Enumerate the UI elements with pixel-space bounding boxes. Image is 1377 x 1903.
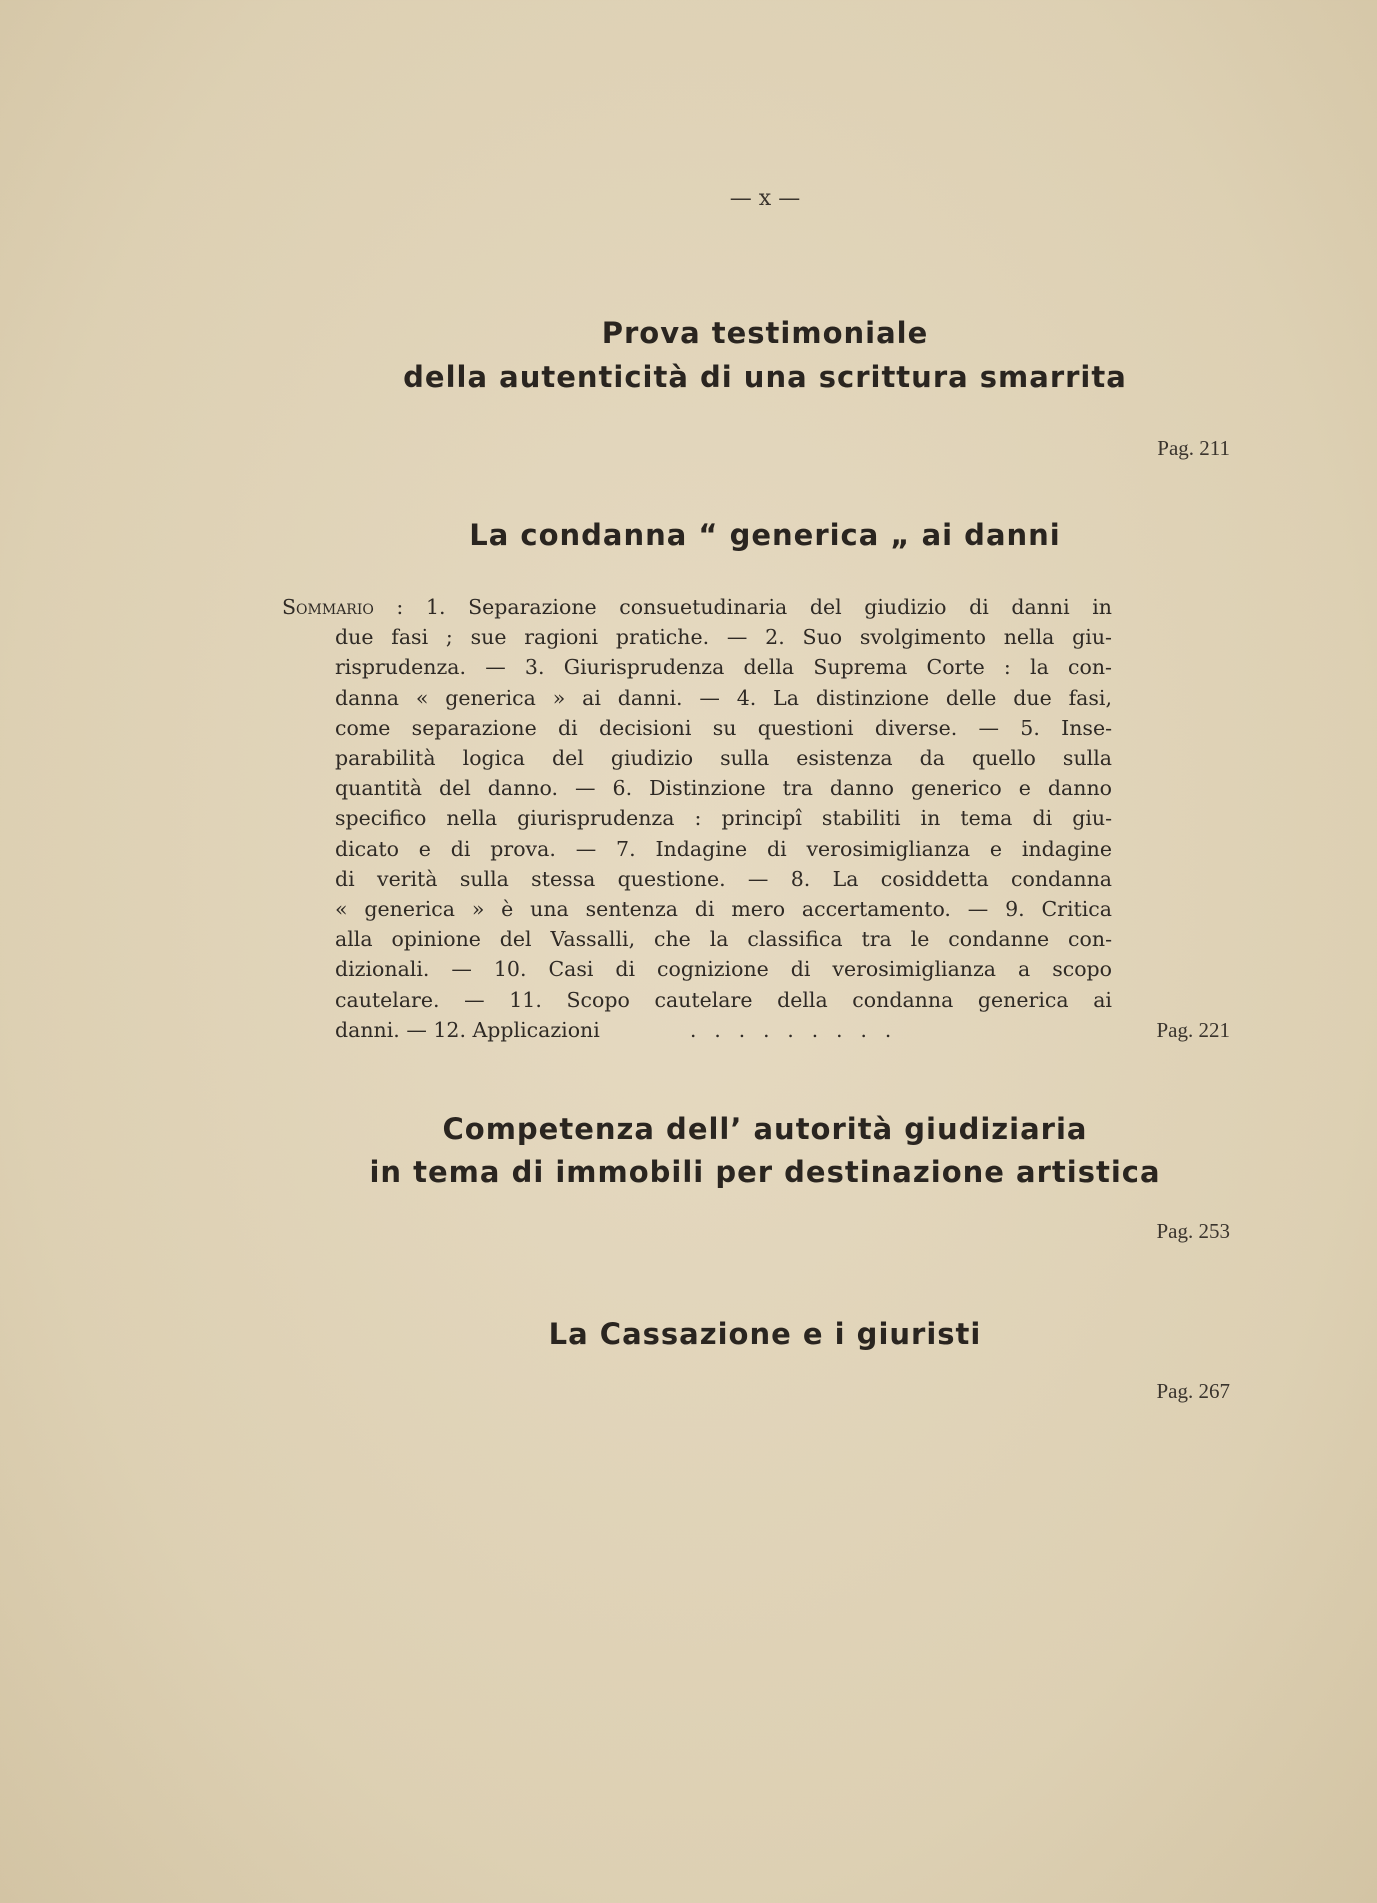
summary-line: danna « generica » ai danni. — 4. La distinzione delle due fasi, <box>335 685 1112 710</box>
summary-line: quantità del danno. — 6. Distinzione tra danno generico e danno <box>335 776 1112 801</box>
entry-title: La Cassazione e i giuristi <box>548 1317 982 1351</box>
dot-leader: ......... <box>690 1018 910 1042</box>
entry-title: in tema di immobili per destinazione artistica <box>369 1155 1161 1189</box>
entry-title: Prova testimoniale <box>601 316 929 350</box>
page-folio: — x — <box>729 186 801 211</box>
summary-line: come separazione di decisioni su questioni diverse. — 5. Inse- <box>335 715 1112 740</box>
summary-line: Sommario : 1. Separazione consuetudinaria del giudizio di danni in <box>282 595 1112 619</box>
entry-title: della autenticità di una scrittura smarrita <box>403 360 1127 394</box>
summary-line: cautelare. — 11. Scopo cautelare della condanna generica ai <box>335 987 1112 1012</box>
entry-title: La condanna “ generica „ ai danni <box>469 518 1061 552</box>
summary-line: parabilità logica del giudizio sulla esistenza da quello sulla <box>335 746 1112 771</box>
summary-line: di verità sulla stessa questione. — 8. La cosiddetta condanna <box>335 866 1112 891</box>
summary-line: risprudenza. — 3. Giurisprudenza della Suprema Corte : la con- <box>335 655 1112 680</box>
summary-line: due fasi ; sue ragioni pratiche. — 2. Suo svolgimento nella giu- <box>335 625 1112 650</box>
summary-line: specifico nella giurisprudenza : principî stabiliti in tema di giu- <box>335 806 1112 831</box>
summary-label: Sommario : <box>282 595 404 619</box>
summary-line: danni. — 12. Applicazioni <box>335 1017 600 1042</box>
summary-line: « generica » è una sentenza di mero accertamento. — 9. Critica <box>335 897 1112 922</box>
summary-block <box>282 592 1112 1045</box>
summary-line: dizionali. — 10. Casi di cognizione di verosimiglianza a scopo <box>335 957 1112 982</box>
page-ref: Pag. 267 <box>1156 1379 1230 1403</box>
summary-line: alla opinione del Vassalli, che la classifica tra le condanne con- <box>335 927 1112 952</box>
page-ref: Pag. 253 <box>1156 1219 1230 1243</box>
page-ref: Pag. 211 <box>1157 436 1230 460</box>
entry-title: Competenza dell’ autorità giudiziaria <box>442 1112 1088 1146</box>
summary-line: dicato e di prova. — 7. Indagine di verosimiglianza e indagine <box>335 836 1112 861</box>
page-ref: Pag. 221 <box>1156 1018 1230 1042</box>
